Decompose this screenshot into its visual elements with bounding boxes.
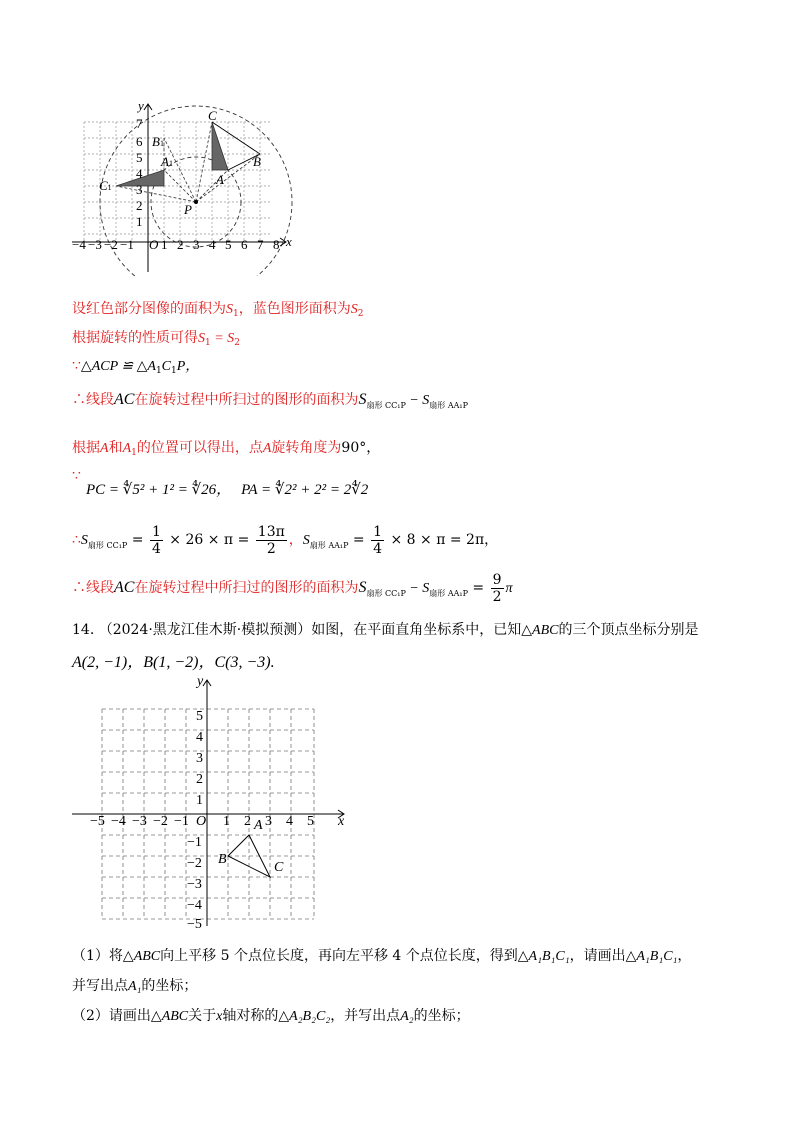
- y-tick-3: 3: [136, 182, 143, 197]
- x-axis-label-2: x: [338, 814, 345, 829]
- y2-tick-1: 1: [196, 793, 203, 808]
- point-a1-label: A1: [161, 154, 173, 169]
- y2-tick-3: 3: [196, 751, 203, 766]
- solution-line-3: ∵△ACP ≌ $\triangle A_1C_1P$，: [72, 358, 200, 376]
- y2-tick-2: 2: [196, 772, 203, 787]
- origin-label: O: [149, 237, 159, 252]
- x-tick-3: 3: [193, 237, 200, 252]
- y2-tick-5: 5: [196, 709, 203, 724]
- part-1-line-2: 并写出点A₁的坐标；: [72, 978, 198, 994]
- problem-14-heading: 14. （2024·黑龙江佳木斯·模拟预测）如图，在平面直角坐标系中，已知△ABC的三个顶点坐标分别是: [72, 622, 699, 638]
- x-tick-6: 6: [241, 237, 248, 252]
- solution-line-9: ∴线段AC在旋转过程中所扫过的图形的面积为$S_{扇形 CC_1P} - S_{扇形 AA_1P}$ = $\frac{9}{2}$ π: [72, 571, 513, 605]
- x-tick-m4: −4: [72, 237, 86, 252]
- x-tick-8: 8: [273, 237, 280, 252]
- point-c1-label: C1: [99, 178, 112, 193]
- part-1-line-1: （1）将△ABC向上平移 5 个点位长度，再向左平移 4 个点位长度，得到△A₁B₁C₁，请画出△A₁B₁C₁，: [72, 948, 692, 964]
- solution-line-7: PC = ∜5² + 1² = ∜26， PA = ∜2² + 2² = 2∜2: [86, 482, 369, 498]
- point-a-label-2: A: [254, 818, 263, 833]
- point-b1-label: B1: [152, 134, 164, 149]
- y2-tick-4: 4: [196, 730, 203, 745]
- y-tick-1: 1: [136, 214, 143, 229]
- point-p-label: P: [184, 202, 192, 217]
- coordinate-figure-labels: [72, 674, 362, 932]
- x2-tick-m5: −5: [90, 814, 105, 829]
- y-tick-2: 2: [136, 198, 143, 213]
- x-axis-label: x: [286, 234, 292, 249]
- x2-tick-1: 1: [223, 814, 230, 829]
- y2-tick-m1: −1: [187, 835, 202, 850]
- x2-tick-m1: −1: [174, 814, 189, 829]
- x2-tick-4: 4: [286, 814, 293, 829]
- point-a-label: A: [216, 172, 224, 187]
- x2-tick-5: 5: [307, 814, 314, 829]
- y-tick-4: 4: [136, 166, 143, 181]
- y-tick-7: 7: [136, 116, 143, 131]
- x-tick-m1: −1: [120, 237, 134, 252]
- part-2-line: （2）请画出△ABC关于x轴对称的△A₂B₂C₂，并写出点A₂的坐标；: [72, 1008, 470, 1024]
- x-tick-m2: −2: [104, 237, 118, 252]
- x-tick-2: 2: [177, 237, 184, 252]
- x2-tick-3: 3: [265, 814, 272, 829]
- solution-line-2: 根据旋转的性质可得$S_1 = S_2$: [72, 330, 240, 348]
- y2-tick-m5: −5: [187, 917, 202, 932]
- x2-tick-m2: −2: [153, 814, 168, 829]
- solution-line-8: $\therefore S_{扇形 CC_1P}$ = $\frac{1}{4}$ × 26 × π = $\frac{13\pi}{2}$ ，$S_{扇形 AA_1P}$ = $\frac{1}{4}$ × 8 × π = 2π，: [72, 523, 499, 557]
- origin-label-2: O: [196, 814, 207, 829]
- x-tick-m3: −3: [88, 237, 102, 252]
- x-tick-1: 1: [161, 237, 168, 252]
- y2-tick-m2: −2: [187, 856, 202, 871]
- x2-tick-m3: −3: [132, 814, 147, 829]
- solution-line-1: 设红色部分图像的面积为$S_1$，蓝色图形面积为$S_2$: [72, 301, 364, 319]
- x-tick-7: 7: [257, 237, 264, 252]
- x2-tick-2: 2: [244, 814, 251, 829]
- x2-tick-m4: −4: [111, 814, 126, 829]
- point-b-label: B: [253, 154, 261, 169]
- problem-14-coords: A(2, −1)，B(1, −2)，C(3, −3).: [72, 654, 275, 671]
- x-tick-4: 4: [209, 237, 216, 252]
- y-axis-label: y: [138, 98, 144, 113]
- y-tick-5: 5: [136, 150, 143, 165]
- y2-tick-m3: −3: [187, 877, 202, 892]
- point-c-label-2: C: [274, 860, 284, 875]
- solution-line-6: ∵: [72, 468, 81, 484]
- solution-line-4: ∴线段AC在旋转过程中所扫过的图形的面积为$S_{扇形 CC_1P} - S_{扇形 AA_1P}$: [72, 391, 468, 410]
- solution-line-5: 根据A和$A_1$的位置可以得出，点A旋转角度为90°，: [72, 440, 381, 458]
- point-c-label: C: [208, 108, 217, 123]
- point-b-label-2: B: [218, 852, 227, 867]
- y-axis-label-2: y: [197, 674, 204, 689]
- rotation-figure-labels: [72, 98, 302, 276]
- x-tick-5: 5: [225, 237, 232, 252]
- y2-tick-m4: −4: [187, 898, 202, 913]
- y-tick-6: 6: [136, 134, 143, 149]
